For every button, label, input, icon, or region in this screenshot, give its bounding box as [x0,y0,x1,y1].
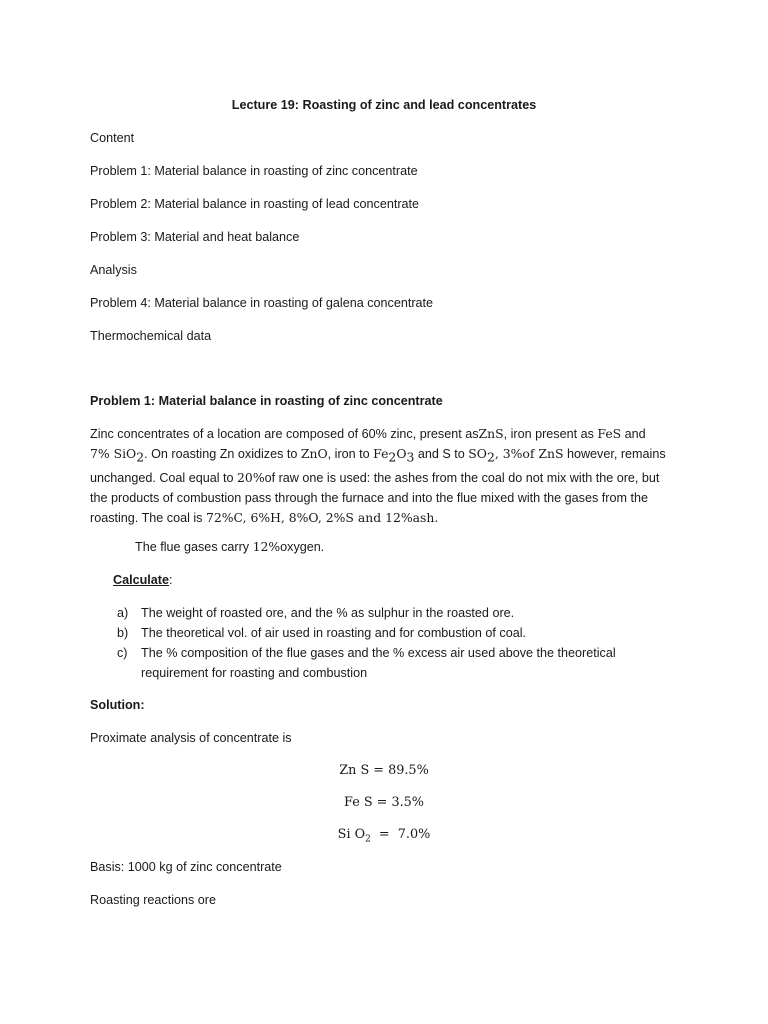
equation-zns: Zn S = 89.5% [339,763,429,778]
roasting-reactions-label: Roasting reactions ore [90,893,217,907]
contents-item-1: Problem 1: Material balance in roasting of zinc concentrate [90,164,418,178]
flue-gas-note: The flue gases carry 12%oxygen. [135,539,325,554]
contents-item-2: Problem 2: Material balance in roasting of lead concentrate [90,197,420,211]
proximate-analysis-label: Proximate analysis of concentrate is [90,731,292,745]
equation-fes: Fe S = 3.5% [344,795,424,810]
contents-item-5: Problem 4: Material balance in roasting of galena concentrate [90,296,434,310]
equation-sio2: Si $O_2 = 7.0\%$ [337,827,431,845]
problem1-heading: Problem 1: Material balance in roasting of zinc concentrate [90,394,443,408]
contents-item-4: Analysis [90,263,137,277]
content-heading: Content [90,131,135,145]
basis-text: Basis: 1000 kg of zinc concentrate [90,860,282,874]
calculate-heading: Calculate: [113,573,173,587]
problem1-statement: Zinc concentrates of a location are composed of 60% zinc, present asZnS, iron present as FeS and 7% SiO$_2$. On roasting Zn oxidizes to ZnO, iron to $Fe_2O_3$ and S to $SO_2$, 3%of ZnS however, remains unchanged. Coal equal to 20%of raw one is used: the ashes from the coal do not mix with the ore, but the products of combustion pass through the furnace and into the flue mixed with the gases from the roasting. The coal is 72%C, 6%H, 8%O, 2%S and 12%ash. [90,426,666,526]
contents-item-3: Problem 3: Material and heat balance [90,230,300,244]
solution-heading: Solution: [90,698,145,712]
contents-item-6: Thermochemical data [90,329,212,343]
lecture-title: Lecture 19: Roasting of zinc and lead concentrates [231,98,537,112]
list-item: b) The theoretical vol. of air used in roasting and for combustion of coal. [117,626,527,640]
list-item: a) The weight of roasted ore, and the % as sulphur in the roasted ore. [117,606,515,620]
list-item: c) The % composition of the flue gases and the % excess air used above the theoretical requirement for roasting and combustion [117,646,616,680]
